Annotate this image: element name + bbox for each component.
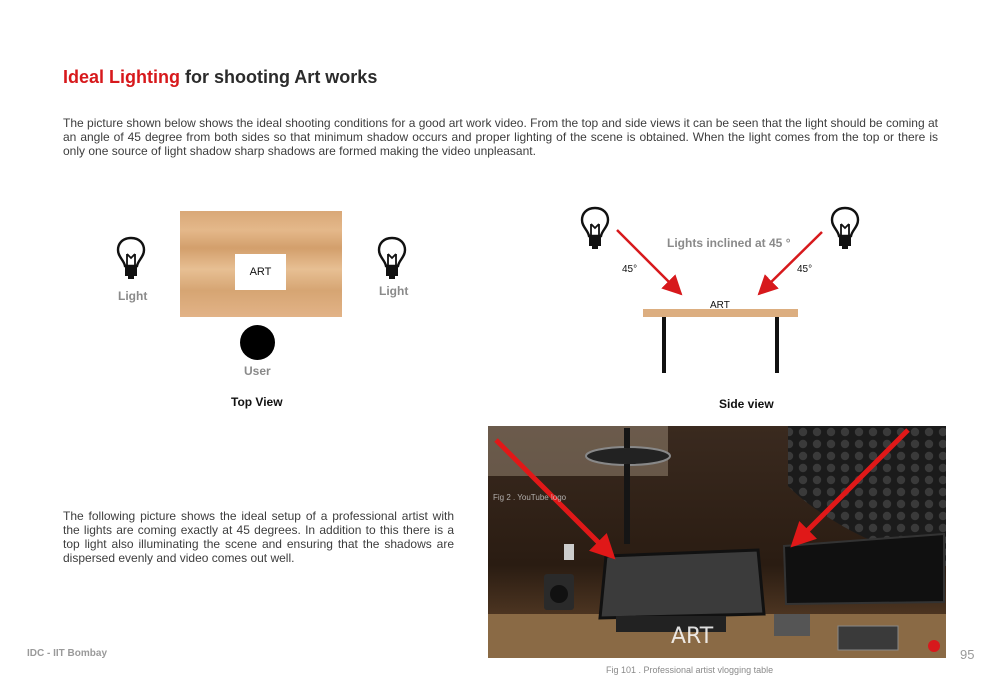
footer-institution: IDC - IIT Bombay (27, 648, 108, 659)
page-title (63, 67, 377, 88)
side-right-bulb-icon (832, 208, 858, 249)
photo-art-text: ART (671, 624, 714, 649)
lights-inclined-label: Lights inclined at 45 ° (667, 236, 791, 250)
title-rest: for shooting Art works (180, 67, 378, 87)
artist-setup-photo (488, 426, 946, 658)
top-view-caption: Top View (231, 395, 283, 409)
photo-overlay-text: Fig 2 . YouTube logo (493, 493, 567, 502)
page-number: 95 (960, 647, 975, 662)
side-table-left-leg (662, 317, 666, 373)
side-left-bulb-icon (582, 208, 608, 249)
art-card-top: ART (235, 254, 286, 290)
left-light-label: Light (118, 289, 148, 303)
user-dot (240, 325, 275, 360)
photo-scene (488, 426, 946, 658)
setup-paragraph: The following picture shows the ideal setup of a professional artist with the lights are coming exactly at 45 degrees. In addition to this there is a top light also illuminating the scene and ensuring that the shadows are dispersed evenly and video comes out well. (63, 509, 454, 565)
right-light-label: Light (379, 284, 409, 298)
side-table-right-leg (775, 317, 779, 373)
intro-paragraph: The picture shown below shows the ideal shooting conditions for a good art work video. From the top and side views it can be seen that the light should be coming at an angle of 45 degree from both sides so that minimum shadow occurs and proper lighting of the scene is obtained. When the light comes from the top or there is only one source of light shadow sharp shadows are formed making the video unpleasant. (63, 116, 938, 158)
side-art-label: ART (710, 300, 730, 311)
user-label: User (244, 364, 271, 378)
right-angle-label: 45° (797, 264, 813, 275)
figure-caption: Fig 101 . Professional artist vlogging table (606, 665, 774, 675)
left-bulb-icon (116, 236, 146, 280)
right-bulb-icon (377, 236, 407, 280)
side-view-caption: Side view (719, 397, 774, 411)
title-accent: Ideal Lighting (63, 67, 180, 87)
left-angle-label: 45° (622, 264, 638, 275)
side-view-diagram (570, 196, 870, 382)
